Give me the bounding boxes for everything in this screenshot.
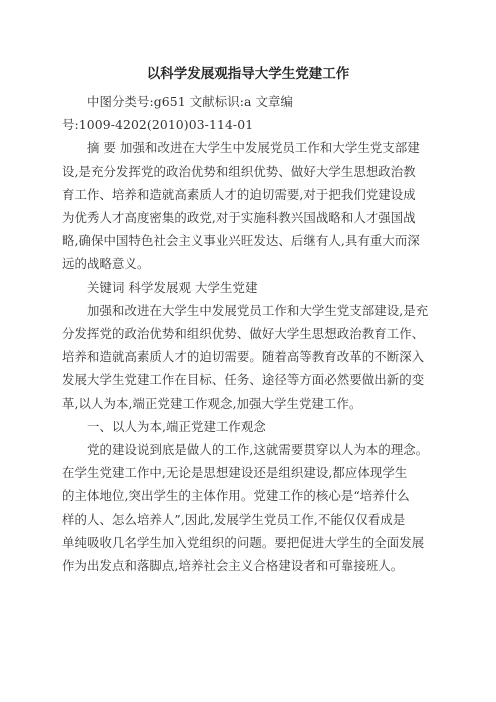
section-1-paragraph bbox=[62, 438, 434, 577]
intro-line: 革,以人为本,端正党建工作观念,加强大学生党建工作。 bbox=[62, 395, 362, 411]
section-1-line: 在学生党建工作中,无论是思想建设还是组织建设,都应体现学生 bbox=[62, 465, 408, 481]
section-1-line: 党的建设说到底是做人的工作,这就需要贯穿以人为本的理念。 bbox=[87, 442, 429, 458]
intro-paragraph bbox=[62, 299, 434, 415]
intro-line: 培养和造就高素质人才的迫切需要。随着高等教育改革的不断深入 bbox=[62, 349, 425, 365]
section-1-heading bbox=[62, 415, 434, 438]
intro-line: 加强和改进在大学生中发展党员工作和大学生党支部建设,是充 bbox=[87, 302, 429, 318]
abstract-line: 为优秀人才高度密集的政党,对于实施科教兴国战略和人才强国战 bbox=[62, 210, 416, 226]
section-1-line: 的主体地位,突出学生的主体作用。党建工作的核心是“培养什么 bbox=[62, 488, 410, 504]
abstract-paragraph bbox=[62, 136, 434, 275]
intro-line: 发展大学生党建工作在目标、任务、途径等方面必然要做出新的变 bbox=[62, 372, 425, 388]
section-1-line: 单纯吸收几名学生加入党组织的问题。要把促进大学生的全面发展 bbox=[62, 534, 425, 550]
section-1-line: 样的人、怎么培养人”,因此,发展学生党员工作,不能仅仅看成是 bbox=[62, 511, 406, 527]
document-title: 以科学发展观指导大学生党建工作 bbox=[146, 66, 350, 82]
classification-line-2: 号:1009-4202(2010)03-114-01 bbox=[62, 117, 254, 133]
abstract-line: 育工作、培养和造就高素质人才的迫切需要,对于把我们党建设成 bbox=[62, 186, 416, 202]
section-heading-line: 一、以人为本,端正党建工作观念 bbox=[87, 418, 266, 434]
classification-line-1: 中图分类号:g651 文献标识:a 文章编 bbox=[87, 94, 293, 109]
keywords-line: 关键词 科学发展观 大学生党建 bbox=[87, 279, 258, 295]
abstract-line: 设,是充分发挥党的政治优势和组织优势、做好大学生思想政治教 bbox=[62, 163, 416, 179]
keywords-paragraph bbox=[62, 276, 434, 299]
classification-paragraph bbox=[62, 90, 434, 136]
section-1-line: 作为出发点和落脚点,培养社会主义合格建设者和可靠接班人。 bbox=[62, 558, 404, 574]
abstract-line: 摘 要 加强和改进在大学生中发展党员工作和大学生党支部建 bbox=[87, 140, 420, 156]
abstract-line: 略,确保中国特色社会主义事业兴旺发达、后继有人,具有重大而深 bbox=[62, 233, 420, 249]
abstract-line: 远的战略意义。 bbox=[62, 256, 150, 272]
intro-line: 分发挥党的政治优势和组织优势、做好大学生思想政治教育工作、 bbox=[62, 326, 425, 342]
document-body bbox=[62, 90, 434, 577]
